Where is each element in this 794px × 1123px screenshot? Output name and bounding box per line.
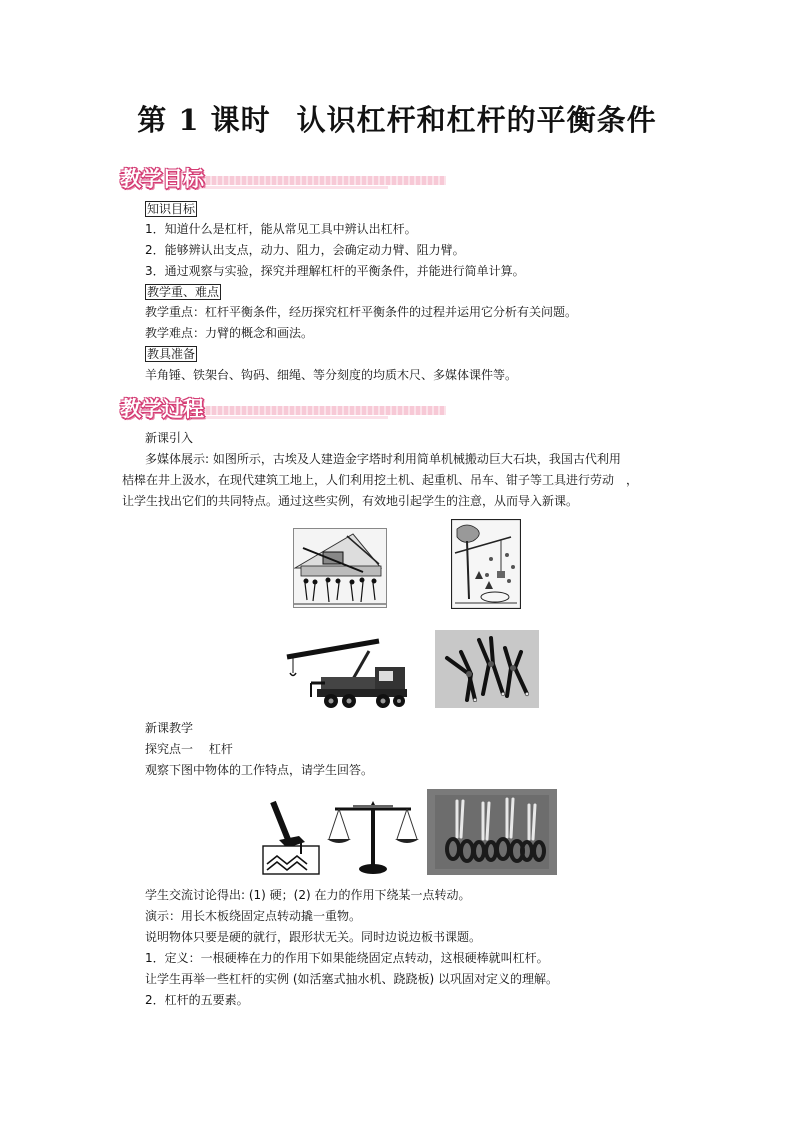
section-title-goals: 教学目标 — [120, 167, 204, 191]
goal-item: 2．能够辨认出支点，动力、阻力，会确定动力臂、阻力臂。 — [145, 243, 465, 257]
intro-line: 让学生找出它们的共同特点。通过这些实例，有效地引起学生的注意，从而导入新课。 — [122, 494, 579, 508]
key-points-heading: 教学重、难点 — [147, 285, 220, 299]
section-banner-goals — [118, 162, 448, 196]
explanation: 说明物体只要是硬的就行，跟形状无关。同时边说边板书课题。 — [145, 930, 482, 944]
crane-truck-photo — [281, 633, 409, 713]
difficult-point: 教学难点：力臂的概念和画法。 — [145, 326, 314, 340]
observe-instruction: 观察下图中物体的工作特点，请学生回答。 — [145, 763, 374, 777]
explore-point-heading: 探究点一 杠杆 — [145, 742, 233, 756]
key-point: 教学重点：杠杆平衡条件，经历探究杠杆平衡条件的过程并运用它分析有关问题。 — [145, 305, 578, 319]
lever-definition: 1．定义：一根硬棒在力的作用下如果能绕固定点转动，这根硬棒就叫杠杆。 — [145, 951, 549, 965]
five-elements-heading: 2．杠杆的五要素。 — [145, 993, 249, 1007]
banner-decoration — [188, 176, 446, 185]
lesson-title: 认识杠杆和杠杆的平衡条件 — [296, 103, 657, 137]
materials-heading: 教具准备 — [147, 347, 196, 361]
balance-scale-illustration — [323, 797, 423, 877]
discussion-conclusion: 学生交流讨论得出: (1) 硬；(2) 在力的作用下绕某一点转动。 — [145, 888, 471, 902]
section-title-process: 教学过程 — [120, 397, 204, 421]
materials-list: 羊角锤、铁架台、钩码、细绳、等分刻度的均质木尺、多媒体课件等。 — [145, 368, 518, 382]
goal-item: 1．知道什么是杠杆，能从常见工具中辨认出杠杆。 — [145, 222, 417, 236]
well-sweep-illustration — [451, 519, 521, 609]
demonstration: 演示：用长木板绕固定点转动撬一重物。 — [145, 909, 362, 923]
banner-decoration — [188, 186, 388, 189]
pyramid-illustration — [293, 528, 387, 608]
page-title — [0, 98, 794, 139]
intro-line: 桔槔在井上汲水，在现代建筑工地上，人们利用挖土机、起重机、吊车、钳子等工具进行劳动 ， — [122, 473, 639, 487]
lesson-number: 第 1 课时 — [137, 103, 271, 137]
teaching-heading: 新课教学 — [145, 721, 194, 735]
intro-line: 多媒体展示: 如图所示，古埃及人建造金字塔时利用简单机械搬动巨大石块，我国古代利用 — [145, 452, 621, 466]
banner-decoration — [188, 416, 388, 419]
knowledge-goal-heading: 知识目标 — [147, 202, 196, 216]
hammer-lever-illustration — [261, 794, 323, 876]
scissors-photo — [427, 789, 557, 875]
intro-heading: 新课引入 — [145, 431, 194, 445]
section-banner-process — [118, 392, 448, 426]
banner-decoration — [188, 406, 446, 415]
goal-item: 3．通过观察与实验，探究并理解杠杆的平衡条件，并能进行简单计算。 — [145, 264, 525, 278]
lever-examples: 让学生再举一些杠杆的实例 (如活塞式抽水机、跷跷板) 以巩固对定义的理解。 — [145, 972, 558, 986]
pliers-photo — [435, 630, 539, 708]
